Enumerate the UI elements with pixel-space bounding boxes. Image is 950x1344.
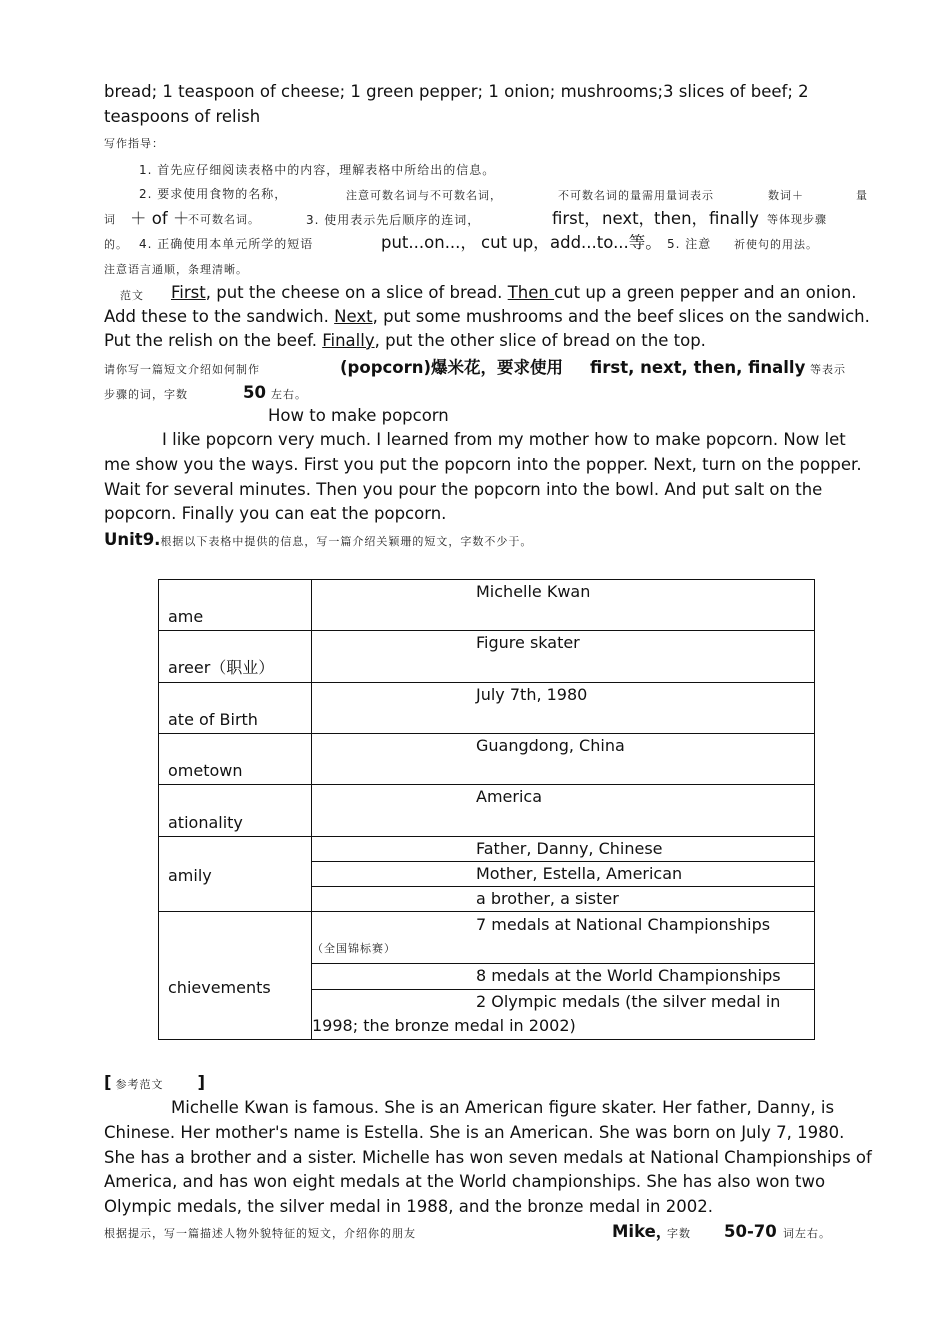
unit9-label: Unit9. bbox=[104, 530, 161, 549]
row-value: Figure skater bbox=[476, 633, 580, 652]
guide-item-2a: 2. 要求使用食物的名称， bbox=[139, 187, 288, 201]
task-g: 左右。 bbox=[271, 388, 307, 401]
row-label-cell bbox=[159, 683, 312, 734]
sample-line-2 bbox=[104, 307, 870, 327]
guide-item-5b: 祈使句的用法。 bbox=[734, 238, 818, 251]
final-task-e: 词左右。 bbox=[783, 1227, 831, 1240]
row-label-cell bbox=[159, 734, 312, 785]
achievement-cell bbox=[312, 912, 815, 964]
guide-item-3d: then， bbox=[654, 209, 709, 228]
guide-item-3b: first， bbox=[552, 209, 601, 228]
family-item: Father, Danny, Chinese bbox=[476, 839, 663, 858]
bracket-open: [ bbox=[104, 1073, 112, 1092]
guide-item-4d: add...to...等。 bbox=[550, 233, 662, 252]
final-task-b: Mike， bbox=[612, 1222, 673, 1241]
achievement-item: 2 Olympic medals (the silver medal in 1998; the bronze medal in 2002) bbox=[312, 992, 781, 1035]
guide-item-3e: finally bbox=[709, 209, 759, 228]
guide-item-2d: 数词＋ bbox=[768, 189, 804, 202]
row-value-cell bbox=[312, 580, 815, 631]
task-a: 请你写一篇短文介绍如何制作 bbox=[104, 363, 260, 376]
row-label: ate of Birth bbox=[168, 710, 258, 729]
unit9-heading bbox=[104, 530, 532, 552]
task-b-text: (popcorn)爆米花，要求使用 bbox=[340, 358, 564, 377]
guide-item-2f: 词 bbox=[104, 213, 116, 226]
row-label-cell bbox=[159, 785, 312, 837]
row-value-cell bbox=[312, 631, 815, 683]
row-label: ame bbox=[168, 607, 204, 626]
sample-l2a: Add these to the sandwich. bbox=[104, 307, 335, 326]
sample-l3a: Put the relish on the beef. bbox=[104, 331, 323, 350]
guide-item-2b: 注意可数名词与不可数名词， bbox=[346, 189, 502, 202]
popcorn-essay: I like popcorn very much. I learned from my mother how to make popcorn. Now let me show you the ways. First you put the popcorn into the popper. Next, turn on the popper. Wait for several minutes. Then you pour the popcorn into the bowl. And put salt on the popcorn. Finally you can eat the popcorn. bbox=[104, 430, 862, 524]
sample-s1: , put the cheese on a slice of bread. bbox=[205, 283, 508, 302]
row-label-cell bbox=[159, 631, 312, 683]
sample-line-1 bbox=[171, 283, 857, 303]
task-c: first, next, then, finally bbox=[590, 358, 806, 377]
row-value: America bbox=[476, 787, 542, 806]
achievement-cell bbox=[312, 990, 815, 1040]
guide-item-3f: 等体现步骤 bbox=[767, 213, 827, 226]
achievements-label-cell bbox=[159, 912, 312, 1040]
table-row bbox=[159, 912, 815, 964]
row-value: July 7th, 1980 bbox=[476, 685, 588, 704]
sample-s2: cut up a green pepper and an onion. bbox=[554, 283, 857, 302]
row-label-cell bbox=[159, 580, 312, 631]
row-value-cell bbox=[312, 683, 815, 734]
family-label-cell bbox=[159, 837, 312, 912]
guide-item-2c: 不可数名词的量需用量词表示 bbox=[558, 189, 714, 202]
achievement-cell bbox=[312, 964, 815, 990]
sample-l2b: , put some mushrooms and the beef slices on the sandwich. bbox=[372, 307, 870, 326]
family-item-cell bbox=[312, 862, 815, 887]
row-label: ometown bbox=[168, 761, 243, 780]
guide-item-3a: 3. 使用表示先后顺序的连词， bbox=[306, 213, 481, 227]
info-table bbox=[158, 579, 815, 1040]
row-value-cell bbox=[312, 734, 815, 785]
row-label: ationality bbox=[168, 813, 243, 832]
row-value-cell bbox=[312, 785, 815, 837]
sample-label: 范文 bbox=[120, 289, 144, 302]
reference-heading bbox=[104, 1073, 205, 1095]
guide-item-2e: 量 bbox=[856, 189, 868, 202]
achievement-item: 8 medals at the World Championships bbox=[476, 966, 781, 985]
reference-label: 参考范文 bbox=[115, 1078, 164, 1091]
guide-item-5c: 注意语言通顺，条理清晰。 bbox=[104, 263, 248, 276]
task-e: 步骤的词，字数 bbox=[104, 388, 188, 401]
table-row bbox=[159, 683, 815, 734]
table-row bbox=[159, 734, 815, 785]
guide-item-5a: 5. 注意 bbox=[667, 237, 712, 251]
writing-guide-heading: 写作指导： bbox=[104, 137, 164, 150]
guide-item-2h: 不可数名词。 bbox=[188, 213, 260, 226]
final-task-d: 50-70 bbox=[724, 1222, 777, 1241]
table-row bbox=[159, 580, 815, 631]
guide-item-4b: put...on...， bbox=[381, 233, 477, 252]
sample-next: Next bbox=[334, 307, 373, 326]
family-item: a brother, a sister bbox=[476, 889, 619, 908]
family-item-cell bbox=[312, 837, 815, 862]
row-label: areer（职业） bbox=[168, 658, 275, 677]
popcorn-title: How to make popcorn bbox=[268, 406, 449, 425]
row-value: Michelle Kwan bbox=[476, 582, 591, 601]
task-b bbox=[340, 358, 563, 378]
task-d: 等表示 bbox=[810, 363, 846, 376]
ingredients-line-1: bread; 1 teaspoon of cheese; 1 green pepper; 1 onion; mushrooms;3 slices of beef; 2 bbox=[104, 82, 809, 101]
table-row bbox=[159, 785, 815, 837]
sample-l3b: , put the other slice of bread on the top. bbox=[374, 331, 706, 350]
kwan-essay: Michelle Kwan is famous. She is an American figure skater. Her father, Danny, is Chinese. Her mother's name is Estella. She is an American. She was born on July 7, 1980. She has a brother and a sister. Michelle has won seven medals at National Championships of America, and has won eight medals at the World championships. She has also won two Olympic medals, the silver medal in 1988, and the bronze medal in 2002. bbox=[104, 1098, 872, 1217]
task-f: 50 bbox=[243, 383, 266, 402]
guide-item-4a: 4. 正确使用本单元所学的短语 bbox=[139, 237, 314, 251]
guide-item-3c: next， bbox=[602, 209, 656, 228]
row-value: Guangdong, China bbox=[476, 736, 625, 755]
table-row bbox=[159, 631, 815, 683]
table-row bbox=[159, 837, 815, 862]
family-label: amily bbox=[168, 866, 212, 885]
sample-finally: Finally bbox=[322, 331, 375, 350]
final-task-c: 字数 bbox=[667, 1227, 691, 1240]
guide-item-2g: ＋ of ＋ bbox=[130, 209, 190, 228]
sample-line-3 bbox=[104, 331, 706, 351]
achievement-item-note: （全国锦标赛） bbox=[312, 942, 396, 955]
ingredients-line-2: teaspoons of relish bbox=[104, 107, 261, 126]
guide-item-1: 1. 首先应仔细阅读表格中的内容，理解表格中所给出的信息。 bbox=[139, 163, 496, 177]
unit9-desc: 根据以下表格中提供的信息，写一篇介绍关颖珊的短文，字数不少于。 bbox=[160, 535, 533, 548]
sample-then: Then bbox=[507, 283, 555, 302]
guide-item-4c: cut up， bbox=[481, 233, 550, 252]
achievement-item: 7 medals at National Championships bbox=[476, 915, 771, 934]
sample-first: First bbox=[171, 283, 206, 302]
final-task-a: 根据提示，写一篇描述人物外貌特征的短文，介绍你的朋友 bbox=[104, 1227, 416, 1240]
bracket-close: ] bbox=[197, 1073, 206, 1092]
guide-item-4-pre: 的。 bbox=[104, 238, 128, 251]
family-item-cell bbox=[312, 887, 815, 912]
achievements-label: chievements bbox=[168, 978, 271, 997]
family-item: Mother, Estella, American bbox=[476, 864, 683, 883]
